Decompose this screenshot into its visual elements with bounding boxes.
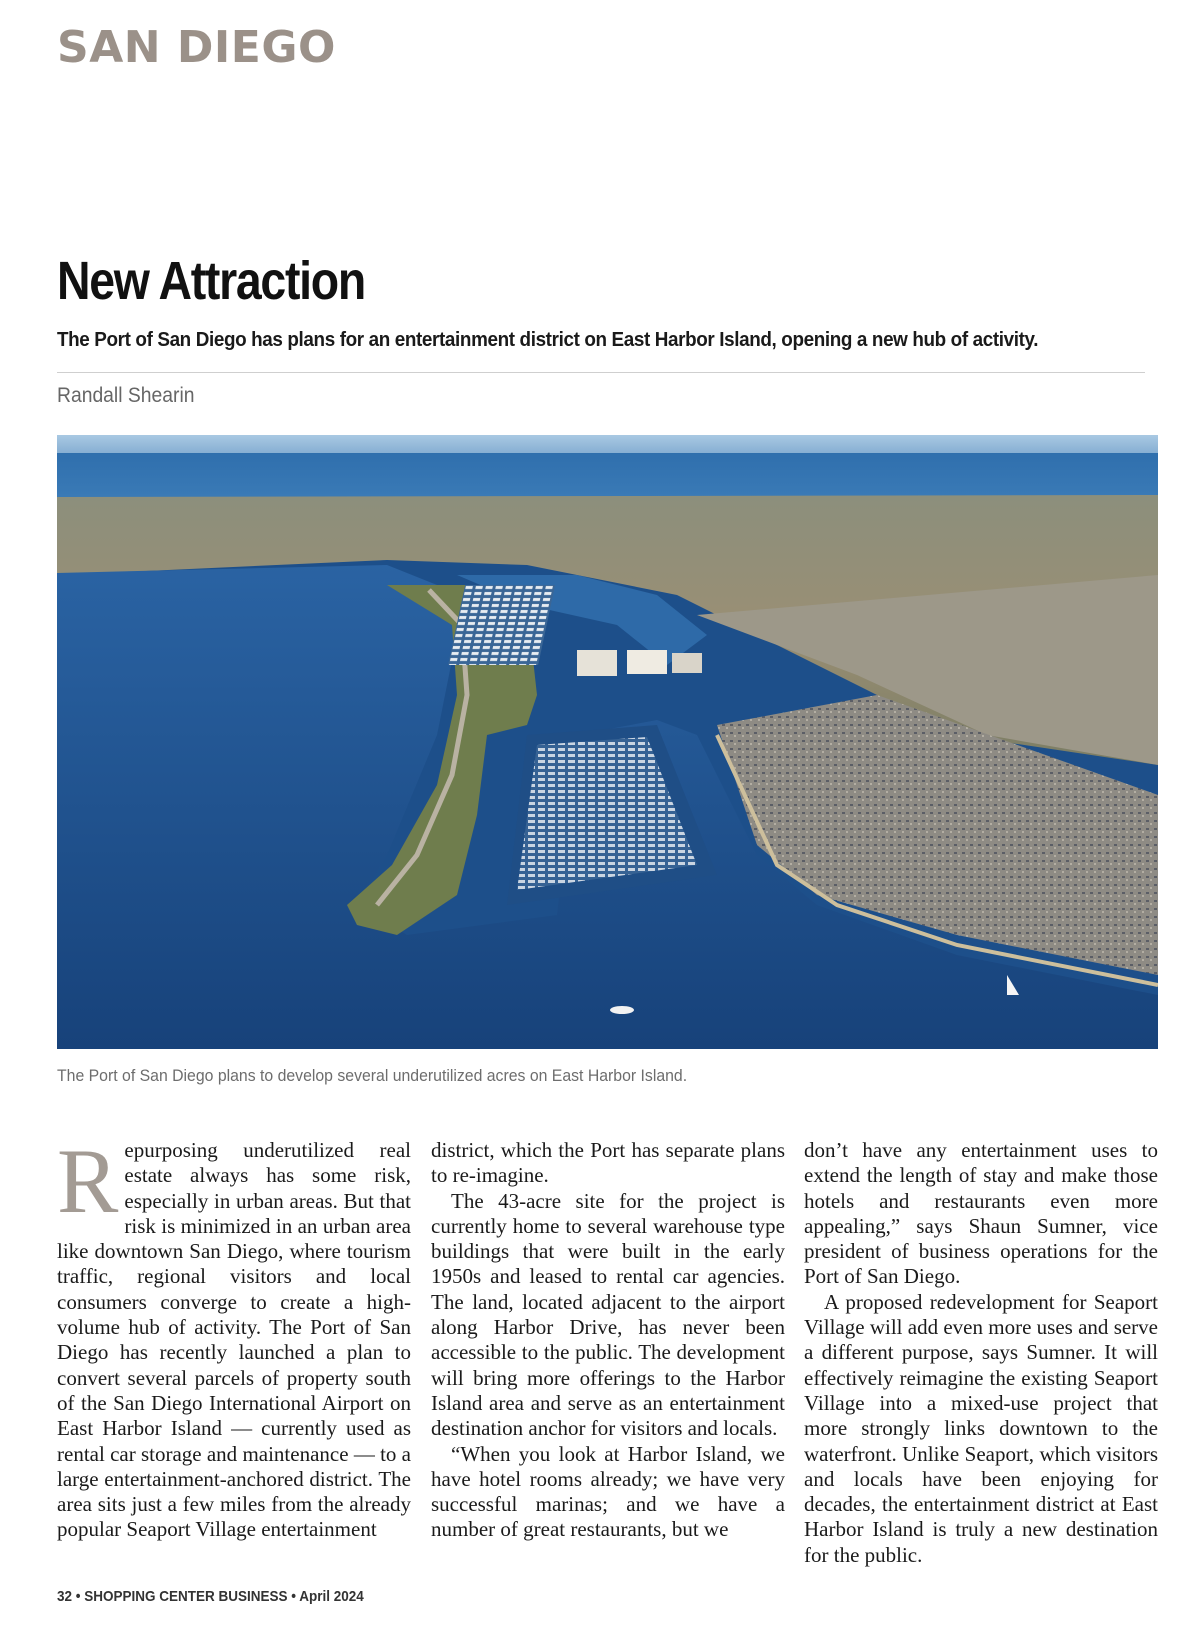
article-dek: The Port of San Diego has plans for an entertainment district on East Harbor Island, opening a new hub of activity. <box>57 328 1039 351</box>
photo-caption: The Port of San Diego plans to develop several underutilized acres on East Harbor Island. <box>57 1066 688 1085</box>
paragraph: don’t have any entertainment uses to extend the length of stay and make those hotels and restaurants even more appealing,” says Shaun Sumner, vice president of business operations for the Port of San Diego. <box>804 1138 1158 1289</box>
page-folio: 32 • SHOPPING CENTER BUSINESS • April 2024 <box>57 1588 364 1605</box>
article-column-3 <box>804 1138 1158 1568</box>
header-divider <box>57 372 1145 373</box>
paragraph: “When you look at Harbor Island, we have hotel rooms already; we have very successful marinas; and we have a number of great restaurants, but we <box>431 1441 785 1542</box>
paragraph: district, which the Port has separate plans to re-imagine. <box>431 1138 785 1188</box>
drop-cap: R <box>57 1130 119 1232</box>
hotel-a <box>577 650 617 676</box>
boat <box>610 1006 634 1014</box>
paragraph: The 43-acre site for the project is currently home to several warehouse type buildings that were built in the early 1950s and leased to rental car agencies. The land, located adjacent to the airport along Harbor Drive, has never been accessible to the public. The development will bring more offerings to the Harbor Island area and serve as an entertainment destination anchor for visitors and locals. <box>431 1188 785 1441</box>
aerial-photo <box>57 435 1158 1049</box>
section-label: SAN DIEGO <box>57 22 336 73</box>
article-byline: Randall Shearin <box>57 384 195 407</box>
article-column-1 <box>57 1130 411 1543</box>
marina-upper <box>448 585 555 665</box>
ocean <box>57 453 1158 501</box>
paragraph: A proposed redevelopment for Seaport Village will add even more uses and serve a different purpose, says Sumner. It will effectively reimagine the existing Seaport Village into a mixed-use project that more strongly links downtown to the waterfront. Unlike Seaport, which visitors and locals have been enjoying for decades, the entertainment district at East Harbor Island is truly a new destination for the public. <box>804 1289 1158 1567</box>
article-column-2 <box>431 1138 785 1543</box>
article-headline: New Attraction <box>57 251 365 311</box>
hotel-c <box>672 653 702 673</box>
paragraph: epurposing underutilized real estate always has some risk, especially in urban areas. But that risk is minimized in an urban area like downtown San Diego, where tourism traffic, regional visitors and local consumers converge to create a high-volume hub of activity. The Port of San Diego has recently launched a plan to convert several parcels of property south of the San Diego International Airport on East Harbor Island — currently used as rental car storage and maintenance — to a large entertainment-anchored district. The area sits just a few miles from the already popular Seaport Village entertainment <box>57 1138 411 1542</box>
hotel-b <box>627 650 667 674</box>
